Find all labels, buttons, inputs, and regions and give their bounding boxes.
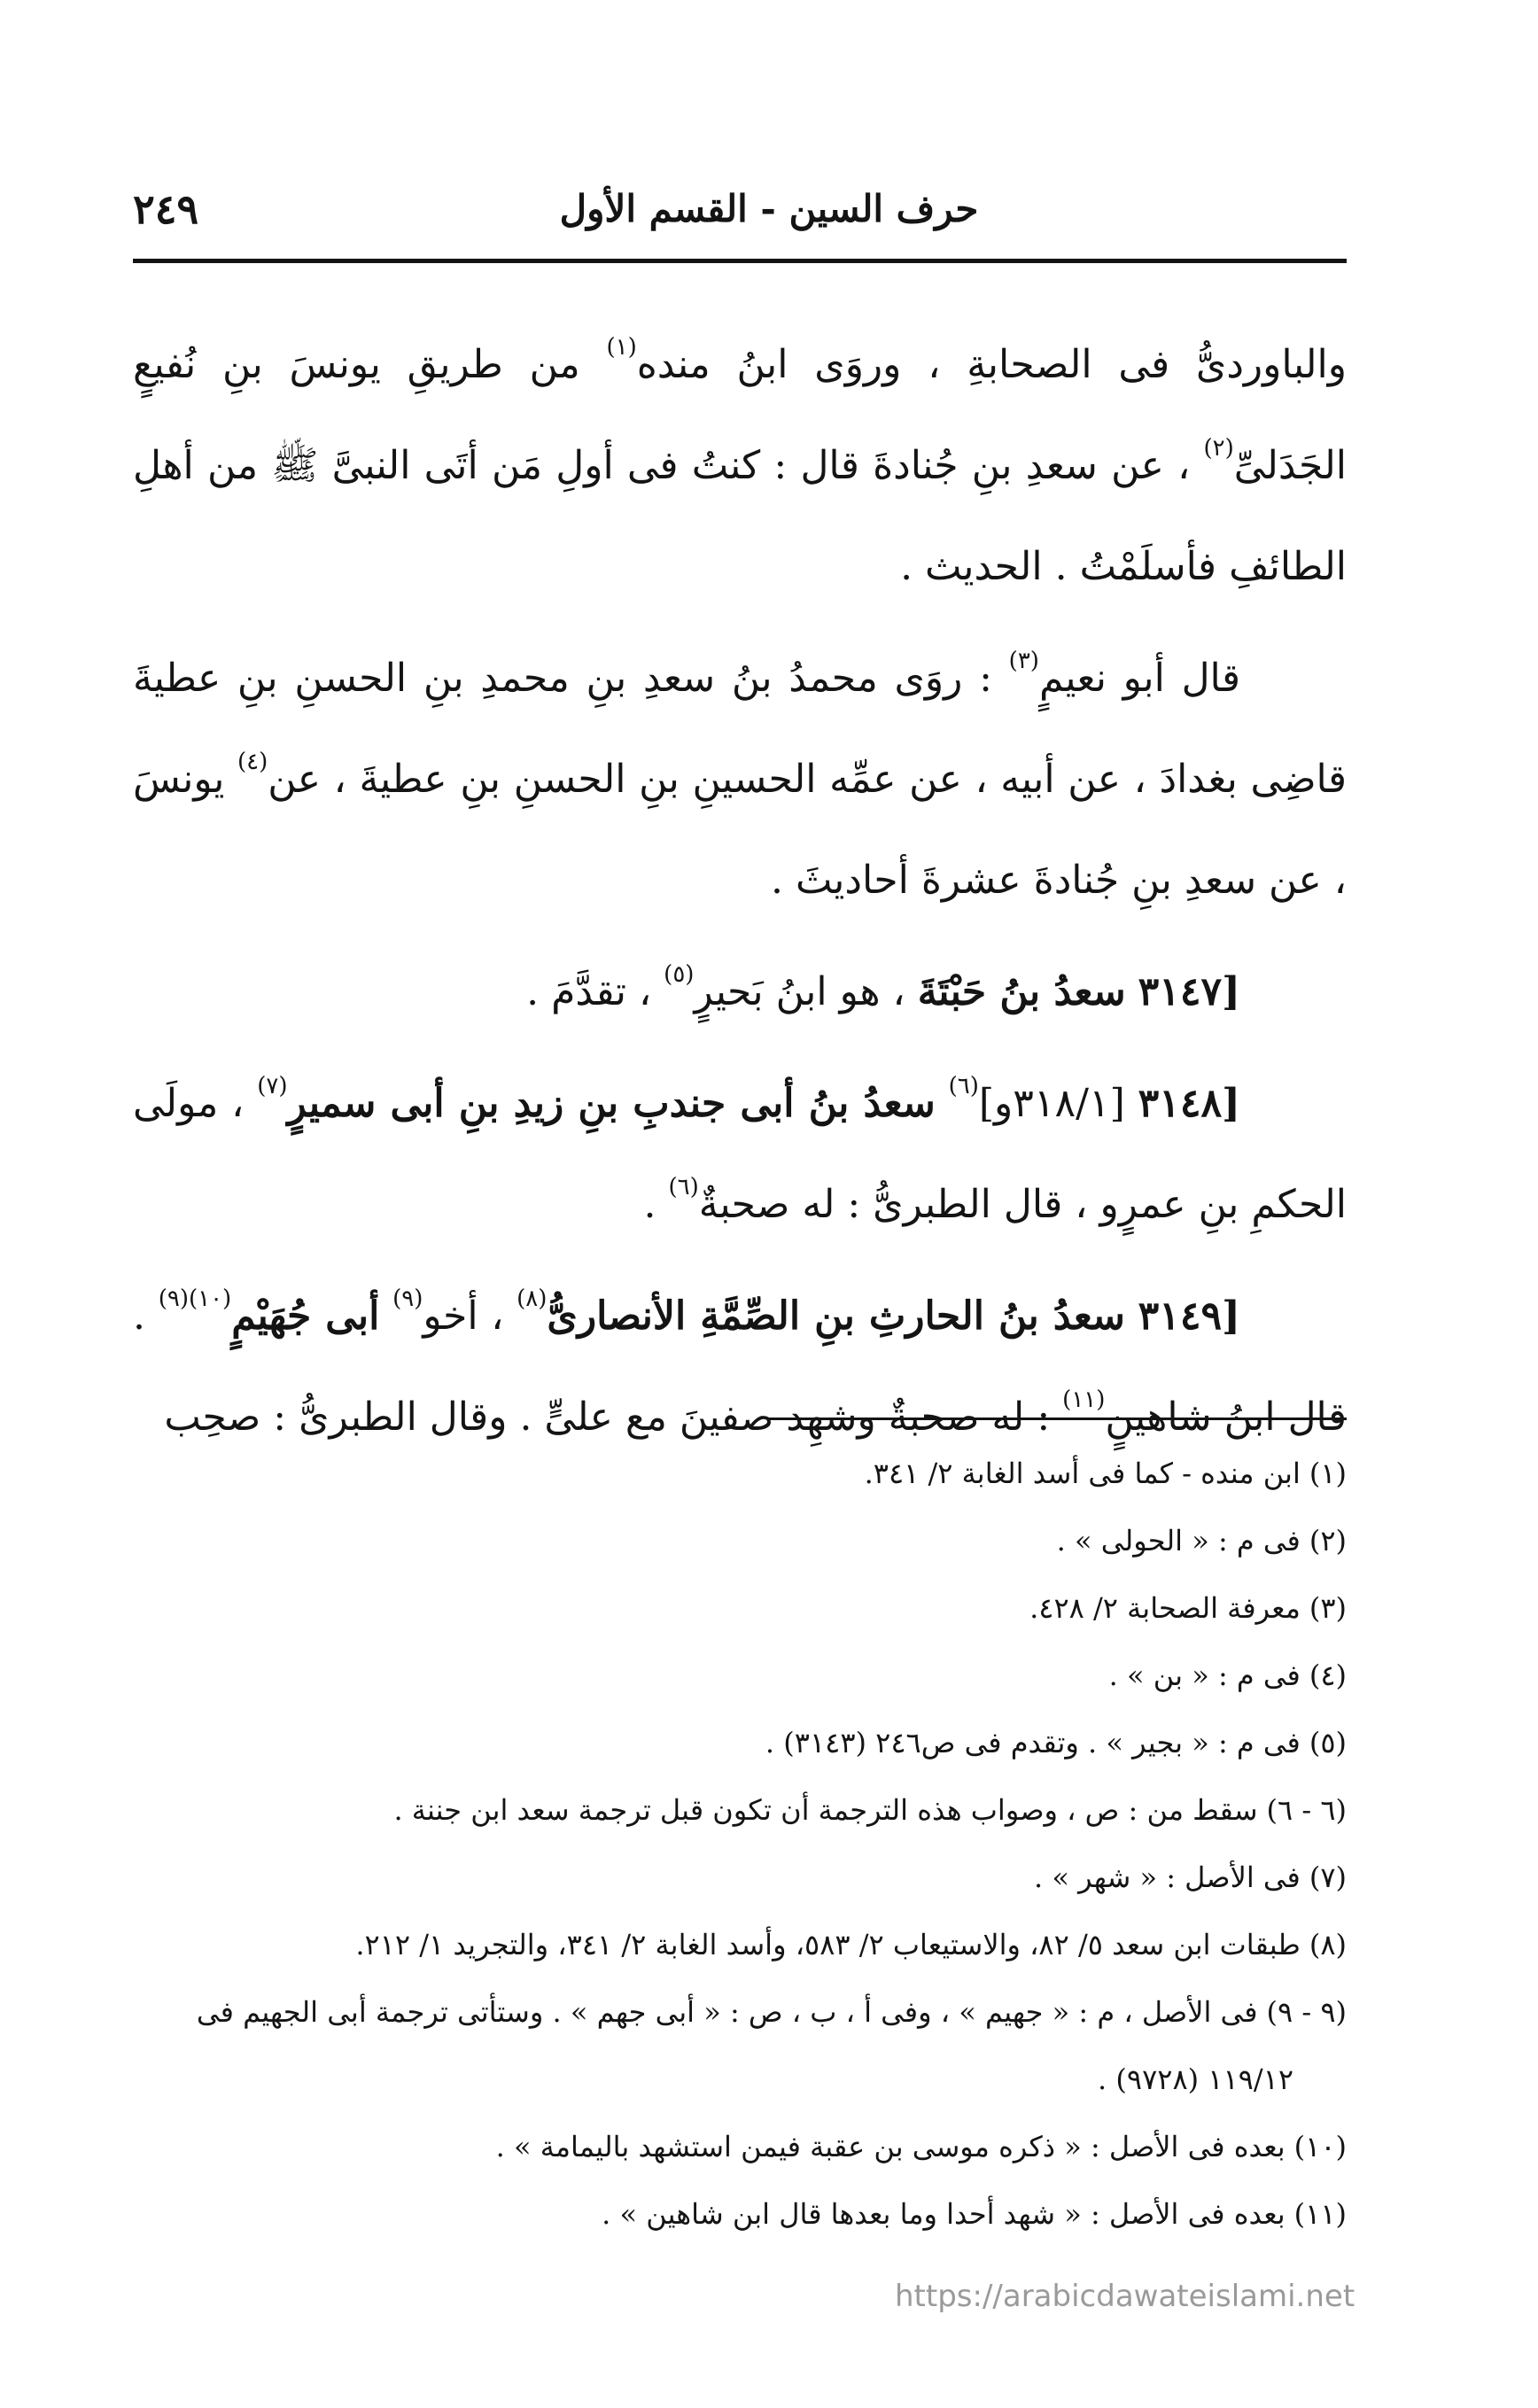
footnote-ref: (٦) bbox=[948, 1073, 979, 1099]
footnote-8: (٨)طبقات ابن سعد ٥/ ٨٢، والاستيعاب ٢/ ٥٨٣، وأسد الغابة ٢/ ٣٤١، والتجريد ١/ ٢١٢. bbox=[355, 1928, 1347, 1961]
footnote-ref: (٧) bbox=[257, 1073, 288, 1099]
running-header-title: حرف السين - القسم الأول bbox=[559, 187, 979, 230]
footnote-9-continuation: ١١٩/١٢ (٩٧٢٨) . bbox=[1098, 2062, 1293, 2096]
paragraph-abu-nuaym: قال أبو نعيمٍ$^{(٣)}$ : روَى محمدُ بنُ سعدِ بنِ محمدِ بنِ الحسنِ بنِ عطيةَ قاضِى بغدادَ ، عن أبيه ، عن عمِّه الحسينِ بنِ الحسنِ بنِ عطيةَ ، عن$^{(٤)}$ يونسَ ، عن سعدِ بنِ جُنادةَ عشرةَ أحاديثَ . bbox=[133, 648, 1347, 903]
footnote-11: (١١)بعده فى الأصل : « شهد أحدا وما بعدها قال ابن شاهين » . bbox=[602, 2197, 1347, 2231]
paragraph-ibn-mandah: والباوردىُّ فى الصحابةِ ، وروَى ابنُ منده$^{(١)}$ من طريقِ يونسَ بنِ نُفيعٍ الجَدَلىِّ$^{(٢)}$ ، عن سعدِ بنِ جُنادةَ قال : كنتُ فى أولِ مَن أتَى النبىَّ ﷺ من أهلِ الطائفِ فأسلَمْتُ . الحديث . bbox=[133, 334, 1347, 589]
footnote-ref: (١) bbox=[606, 334, 637, 361]
footnote-9: (٩ - ٩)فى الأصل ، م : « جهيم » ، وفى أ ، ب ، ص : « أبى جهم » . وستأتى ترجمة أبى الجهيم فى bbox=[196, 1995, 1347, 2029]
entry-3148: [٣١٤٨ [٣١٨/١و]$^{(٦)}$ سعدُ بنُ أبى جندبِ بنِ زيدِ بنِ أبى سميرٍ$^{(٧)}$ ، مولَى الحكمِ بنِ عمرٍو ، قال الطبرىُّ : له صحبةٌ$^{(٦)}$ . bbox=[133, 1073, 1347, 1227]
footnote-ref: (٥) bbox=[664, 961, 695, 988]
entry-3149: [٣١٤٩ سعدُ بنُ الحارثِ بنِ الصِّمَّةِ الأنصارىُّ$^{(٨)}$ ، أخو$^{(٩)}$ أبى جُهَيْمٍ$^{(١٠)(٩)}$ . قال ابنُ شاهينٍ$^{(١١)}$ : له صحبةٌ وشهِد صفينَ مع علىٍّ . وقال الطبرىُّ : صحِب bbox=[133, 1286, 1347, 1440]
entry-name-secondary: أبى جُهَيْمٍ bbox=[231, 1293, 380, 1339]
footnote-4: (٤)فى م : « بن » . bbox=[1108, 1658, 1347, 1692]
main-text bbox=[133, 315, 1347, 1468]
entry-number: [٣١٤٨ bbox=[1138, 1081, 1240, 1126]
entry-name: سعدُ بنُ الحارثِ بنِ الصِّمَّةِ الأنصارىُّ bbox=[547, 1293, 1125, 1339]
entry-3147: [٣١٤٧ سعدُ بنُ حَبْتَةَ ، هو ابنُ بَحيرٍ$^{(٥)}$ ، تقدَّمَ . bbox=[526, 961, 1240, 1014]
footnote-ref: (٩) bbox=[392, 1286, 423, 1312]
footnote-1: (١)ابن منده - كما فى أسد الغابة ٢/ ٣٤١. bbox=[864, 1456, 1347, 1490]
entry-name: سعدُ بنُ أبى جندبِ بنِ زيدِ بنِ أبى سميرٍ bbox=[287, 1081, 936, 1126]
footnote-3: (٣)معرفة الصحابة ٢/ ٤٢٨. bbox=[1029, 1591, 1347, 1625]
footnote-ref: (٢) bbox=[1203, 435, 1234, 462]
footnote-ref: (١٠)(٩) bbox=[158, 1286, 232, 1312]
page-number: ٢٤٩ bbox=[133, 185, 199, 233]
footnote-10: (١٠)بعده فى الأصل : « ذكره موسى بن عقبة فيمن استشهد باليمامة » . bbox=[495, 2130, 1347, 2163]
footnote-2: (٢)فى م : « الحولى » . bbox=[1056, 1524, 1347, 1557]
footnote-ref: (١١) bbox=[1062, 1387, 1106, 1413]
manuscript-ref: [٣١٨/١و] bbox=[978, 1081, 1125, 1126]
footnote-ref: (٨) bbox=[517, 1286, 548, 1312]
entry-name: سعدُ بنُ حَبْتَةَ bbox=[917, 969, 1126, 1014]
entry-number: [٣١٤٧ bbox=[1138, 969, 1240, 1014]
footnote-5: (٥)فى م : « بجير » . وتقدم فى ص٢٤٦ (٣١٤٣) . bbox=[765, 1726, 1347, 1759]
source-watermark: https://arabicdawateislami.net bbox=[895, 2279, 1355, 2314]
footnote-6: (٦ - ٦)سقط من : ص ، وصواب هذه الترجمة أن تكون قبل ترجمة سعد ابن جننة . bbox=[393, 1793, 1347, 1827]
footnote-ref: (٦) bbox=[668, 1174, 699, 1200]
header-divider bbox=[133, 259, 1347, 263]
footnote-divider bbox=[767, 1418, 1347, 1420]
footnote-7: (٧)فى الأصل : « شهر » . bbox=[1033, 1860, 1347, 1894]
footnotes bbox=[133, 1440, 1347, 2248]
footnote-ref: (٤) bbox=[237, 749, 268, 775]
entry-number: [٣١٤٩ bbox=[1138, 1293, 1240, 1339]
footnote-ref: (٣) bbox=[1008, 648, 1039, 674]
